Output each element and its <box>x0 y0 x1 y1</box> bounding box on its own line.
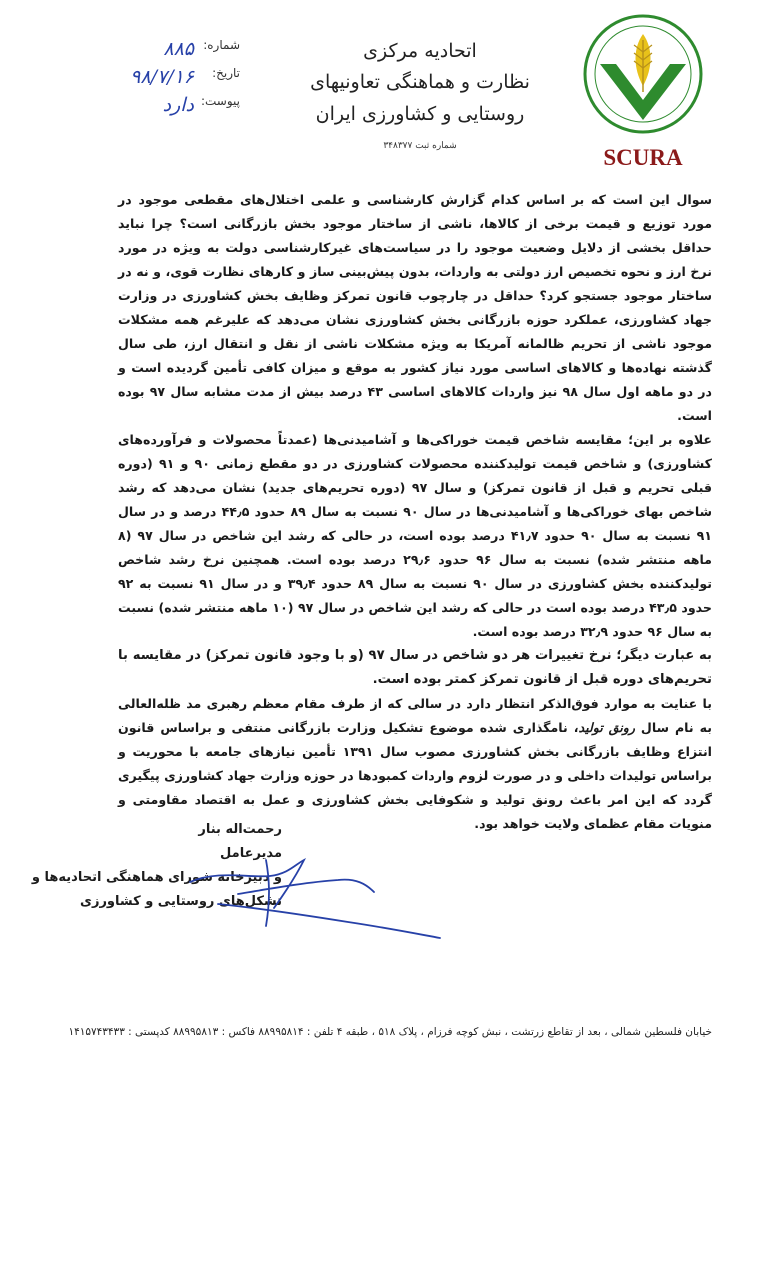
paragraph-4-emphasis: رونق تولید <box>578 720 635 735</box>
signer-role-1: و دبیرخانه شورای هماهنگی اتحادیه‌ها و <box>31 870 282 885</box>
handwritten-signature <box>178 842 450 944</box>
letter-meta <box>80 38 240 122</box>
paragraph-2-text: مقایسه شاخص قیمت خوراکی‌ها و آشامیدنی‌ها (عمدتاً محصولات و فرآورده‌های کشاورزی) و شاخص قیمت تولیدکننده محصولات کشاورزی در دو مقطع زمانی ۹۰ و ۹۱ (دوره قبلی تحریم و قبل از قانون تمرکز) و سال ۹۷ (دوره تحریم‌های جدید) نشان می‌دهد که رشد شاخص بهای خوراکی‌ها و آشامیدنی‌ها در سال ۹۰ نسبت به سال ۸۹ حدود ۴۴٫۵ درصد و در سال ۹۱ نسبت به سال ۹۰ حدود ۴۱٫۷ درصد بوده است، در حالی که رشد این شاخص در سال ۹۷ (۸ ماهه منتشر شده) نسبت به سال ۹۶ حدود ۲۹٫۶ درصد بوده است. همچنین نرخ رشد شاخص تولیدکننده بخش کشاورزی در سال ۹۰ نسبت به سال ۸۹ حدود ۳۹٫۴ و در سال ۹۱ نسبت به ۹۲ حدود ۴۳٫۵ درصد بوده است در حالی که رشد این شاخص در سال ۹۷ (۱۰ ماهه منتشر شده) نسبت به سال ۹۶ حدود ۳۲٫۹ درصد بوده است. <box>118 432 713 639</box>
org-line-1: اتحادیه مرکزی <box>363 40 477 62</box>
attachment-row <box>80 94 240 122</box>
date-row <box>80 66 240 94</box>
attachment-label: پیوست: <box>200 94 240 108</box>
signer-title: مدیرعامل <box>220 846 282 861</box>
footer-address: خیابان فلسطین شمالی ، بعد از تقاطع زرتشت ، نبش کوچه فرزام ، پلاک ۵۱۸ ، طبقه ۴ تلفن : ۸۸۹۹۵۸۱۴ فاکس : ۸۸۹۹۵۸۱۳ کدپستی : ۱۴۱۵۷۴۳۴۳۳ <box>68 1026 712 1038</box>
paragraph-4-b: ، نامگذاری شده موضوع تشکیل وزارت بازرگانی منتفی و براساس قانون انتزاع وظایف بازرگانی بخش کشاورزی مصوب سال ۱۳۹۱ تأمین نیازهای جامعه با محوریت و براساس تولیدات داخلی و در صورت لزوم واردات کمبودها در حوزه وزارت جهاد کشاورزی پیگیری گردد که این امر باعث رونق تولید و شکوفایی بخش کشاورزی و عمل به اقتصاد مقاومتی و منویات مقام عظمای ولایت خواهد بود. <box>118 720 712 831</box>
number-value: ۸۸۵ <box>163 38 194 60</box>
number-row <box>80 38 240 66</box>
scura-logo <box>578 12 708 172</box>
paragraph-3: به عبارت دیگر؛ نرخ تغییرات هر دو شاخص در سال ۹۷ (و با وجود قانون تمرکز) در مقایسه با تحریم‌های دوره قبل از قانون تمرکز کمتر بوده است. <box>118 648 712 687</box>
org-line-2: نظارت و هماهنگی تعاونیهای <box>310 71 530 93</box>
org-line-3: روستایی و کشاورزی ایران <box>315 103 525 125</box>
signer-role-2: تشکل‌های روستایی و کشاورزی <box>80 894 282 909</box>
organization-header <box>300 36 540 154</box>
logo-text: SCURA <box>603 145 683 170</box>
paragraph-4-a: با عنایت به موارد فوق‌الذکر انتظار دارد در سالی که از طرف مقام معظم رهبری مد ظله‌العالی به نام سال <box>118 696 712 735</box>
date-label: تاریخ: <box>212 66 240 80</box>
letter-body <box>118 188 712 836</box>
date-value: ۹۸/۷/۱۶ <box>130 66 194 88</box>
paragraph-2 <box>118 428 712 644</box>
paragraph-1: سوال این است که بر اساس کدام گزارش کارشناسی و علمی اختلال‌های مقطعی موجود در مورد توزیع و قیمت برخی از کالاها، ناشی از ساختار موجود بخش بازرگانی است؟ چرا نباید حداقل بخشی از دلایل وضعیت موجود را در سیاست‌های غیرکارشناسی دولت به ویژه در مورد نرخ ارز و نحوه تخصیص ارز دولتی به واردات، بدون پیش‌بینی ساز و کارهای نظارت قوی، و نه در ساختار موجود جستجو کرد؟ حداقل در چارچوب قانون تمرکز وظایف بخش کشاورزی در وزارت جهاد کشاورزی، عملکرد حوزه بازرگانی بخش کشاورزی نشان می‌دهد که علیرغم همه مشکلات موجود ناشی از تحریم ظالمانه آمریکا به ویژه مشکلات ناشی از نقل و انتقال ارز، طی سال گذشته نهاده‌ها و کالاهای اساسی مورد نیاز کشور به موقع و میزان کافی تأمین گردیده است و در دو ماهه اول سال ۹۸ نیز واردات کالاهای اساسی ۴۳ درصد بیش از مدت مشابه سال ۹۷ بوده است. <box>118 192 713 423</box>
paragraph-2-lead: علاوه بر این؛ <box>628 432 712 447</box>
attachment-value: دارد <box>162 94 194 116</box>
signer-name: رحمت‌اله بنار <box>198 822 282 837</box>
number-label: شماره: <box>203 38 240 52</box>
paragraph-4 <box>118 692 712 836</box>
registration-number: شماره ثبت ۳۴۸۳۷۷ <box>383 141 457 151</box>
